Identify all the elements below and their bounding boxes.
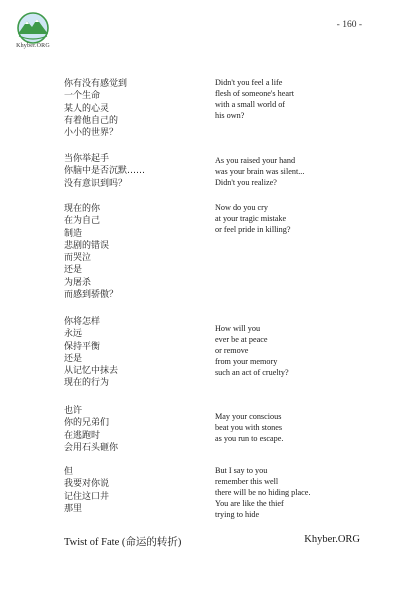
poem-line: As you raised your hand: [215, 156, 296, 165]
stanza-en-5: [215, 412, 283, 445]
stanza-en-1: [215, 78, 294, 122]
poem-line: 悲剧的错误: [64, 240, 110, 251]
poem-line: flesh of someone's heart: [215, 88, 295, 98]
stanza-zh-4: [64, 316, 118, 390]
poem-line: 而哭泣: [64, 253, 92, 264]
poem-line: Didn't you realize?: [215, 177, 277, 187]
poem-line: May your conscious: [215, 412, 282, 421]
poem-line: 永远: [64, 329, 83, 340]
poem-line: 但: [64, 467, 74, 477]
poem-line: 现在的行为: [64, 378, 110, 389]
stanza-en-2: [215, 156, 304, 189]
poem-line: remember this well: [215, 476, 279, 486]
poem-line: 没有意识到吗？: [64, 178, 128, 189]
poem-line: 在逃跑时: [64, 430, 101, 441]
poem-line: 制造: [64, 228, 83, 239]
stanza-en-6: [215, 466, 311, 521]
poem-line: You are like the thief: [215, 498, 284, 508]
poem-line: as you run to escape.: [215, 433, 284, 443]
poem-line: or feel pride in killing?: [215, 224, 291, 234]
poem-line: How will you: [215, 324, 261, 333]
poem-line: 你脑中是否沉默……: [64, 166, 146, 177]
poem-line: 从记忆中抹去: [64, 366, 119, 377]
stanza-zh-2: [64, 153, 145, 190]
poem-line: 我要对你说: [64, 479, 110, 490]
poem-line: there will be no hiding place.: [215, 487, 311, 497]
poem-line: trying to hide: [215, 509, 260, 519]
poem-line: 那里: [64, 503, 83, 514]
stanza-zh-5: [64, 405, 118, 454]
poem-line: 为屠杀: [64, 277, 92, 288]
poem-line: 记住这口井: [64, 491, 110, 502]
footer-site: Khyber.ORG: [304, 534, 360, 545]
poem-line: 有着他自己的: [64, 115, 119, 126]
poem-line: at your tragic mistake: [215, 213, 287, 223]
poem-line: 当你举起手: [64, 154, 110, 164]
poem-line: But I say to you: [215, 466, 268, 475]
mountain-globe-icon: [12, 12, 54, 44]
poem-line: 还是: [64, 265, 83, 276]
poem-line: 一个生命: [64, 91, 101, 102]
poem-line: 保持平衡: [64, 341, 101, 352]
poem-line: beat you with stones: [215, 422, 283, 432]
logo-text: Khyber.ORG: [16, 43, 50, 49]
poem-line: such an act of cruelty?: [215, 367, 289, 377]
poem-line: or remove: [215, 345, 249, 355]
poem-line: 会用石头砸你: [64, 442, 119, 453]
stanza-en-3: [215, 203, 290, 236]
poem-line: 你的兄弟们: [64, 418, 110, 429]
poem-line: was your brain was silent...: [215, 166, 305, 176]
stanza-zh-6: [64, 466, 109, 515]
poem-line: 你有没有感觉到: [64, 79, 128, 89]
poem-line: with a small world of: [215, 99, 286, 109]
footer-title: Twist of Fate (命运的转折): [64, 537, 182, 548]
poem-line: 而感到骄傲？: [64, 290, 119, 301]
khyber-logo: [12, 12, 54, 49]
stanza-zh-1: [64, 78, 127, 139]
stanza-en-4: [215, 324, 289, 379]
poem-line: 小小的世界？: [64, 128, 119, 139]
poem-line: Now do you cry: [215, 203, 268, 212]
poem-line: 你将怎样: [64, 317, 101, 327]
poem-line: 某人的心灵: [64, 103, 110, 114]
poem-line: 在为自己: [64, 216, 101, 227]
poem-line: 还是: [64, 353, 83, 364]
stanza-zh-3: [64, 203, 118, 301]
poem-line: from your memory: [215, 356, 278, 366]
poem-line: ever be at peace: [215, 334, 268, 344]
poem-line: Didn't you feel a life: [215, 78, 283, 87]
poem-line: 现在的你: [64, 204, 101, 214]
poem-line: 也许: [64, 406, 83, 416]
page-number: - 160 -: [336, 20, 362, 30]
poem-line: his own?: [215, 110, 245, 120]
